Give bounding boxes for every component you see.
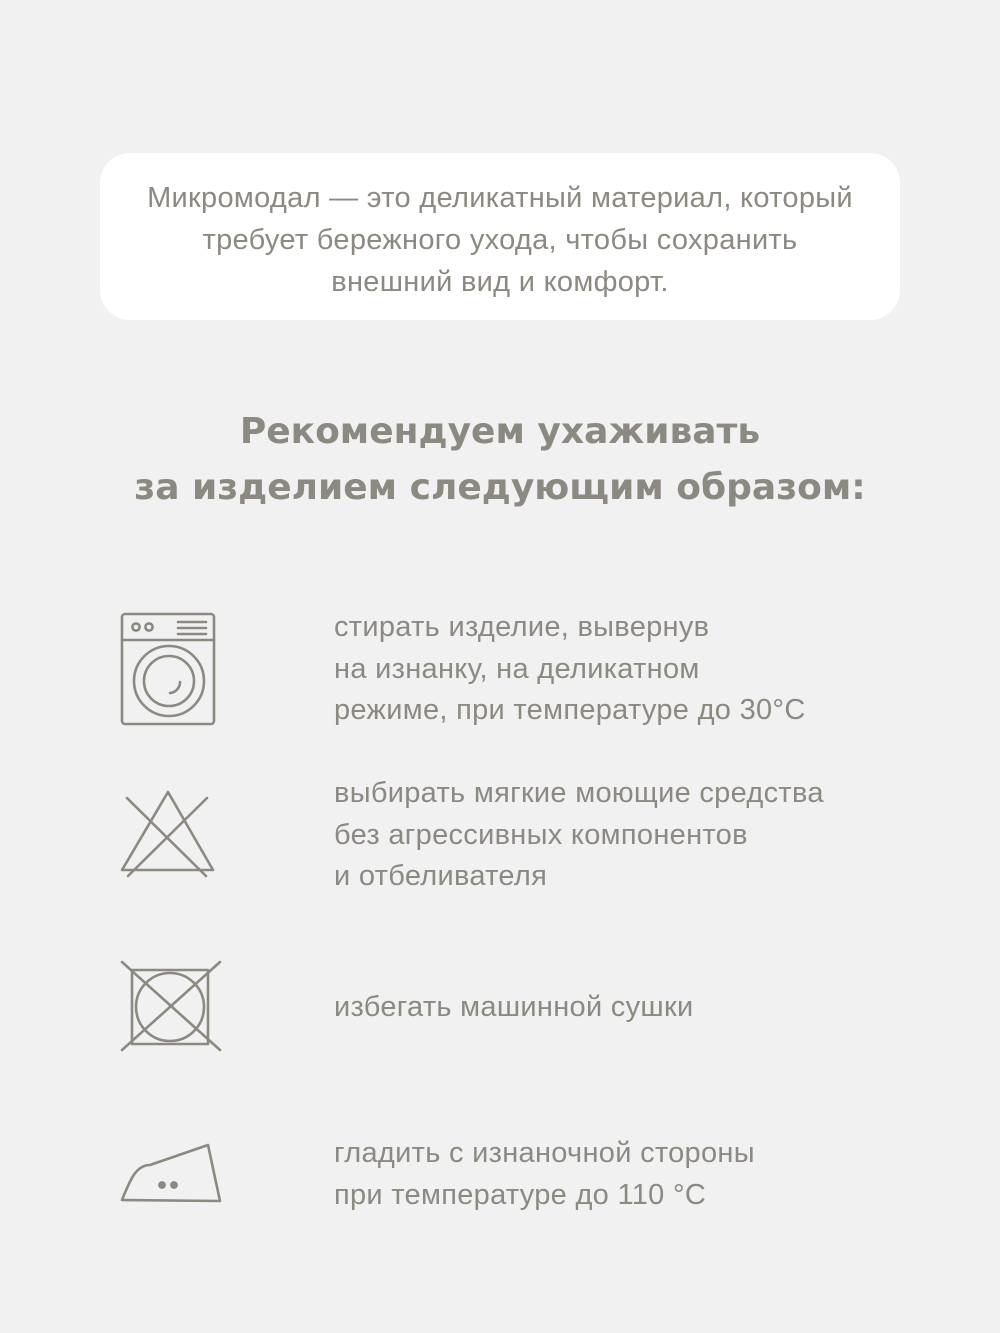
intro-card xyxy=(100,153,900,320)
care-text-line: без агрессивных компонентов xyxy=(334,818,748,851)
iron-two-dots-icon xyxy=(112,1125,228,1245)
care-text xyxy=(334,607,954,732)
care-text-line: выбирать мягкие моющие средства xyxy=(334,777,824,809)
care-text xyxy=(334,773,954,898)
care-text-line: и отбеливателя xyxy=(334,860,548,892)
care-heading xyxy=(0,404,1000,516)
care-text-line: гладить с изнаночной стороны xyxy=(334,1137,755,1169)
care-text-line: на изнанку, на деликатном xyxy=(334,652,700,685)
care-text-line: при температуре до 110 °С xyxy=(334,1178,707,1211)
washing-machine-icon xyxy=(112,608,228,728)
care-text-line: стирать изделие, вывернув xyxy=(334,611,710,643)
intro-text-line: требует бережного ухода, чтобы сохранить xyxy=(202,224,798,256)
heading-line: за изделием следующим образом: xyxy=(134,467,866,508)
no-tumble-dry-icon xyxy=(112,952,228,1072)
no-bleach-icon xyxy=(112,780,228,900)
heading-line: Рекомендуем ухаживать xyxy=(239,411,761,452)
intro-text-line: Микромодал — это деликатный материал, который xyxy=(147,182,853,214)
intro-text-line: внешний вид и комфорт. xyxy=(331,266,669,298)
care-text xyxy=(334,987,954,1029)
care-text-line: режиме, при температуре до 30°С xyxy=(334,694,806,726)
care-text xyxy=(334,1133,954,1216)
care-text-line: избегать машинной сушки xyxy=(334,991,694,1023)
